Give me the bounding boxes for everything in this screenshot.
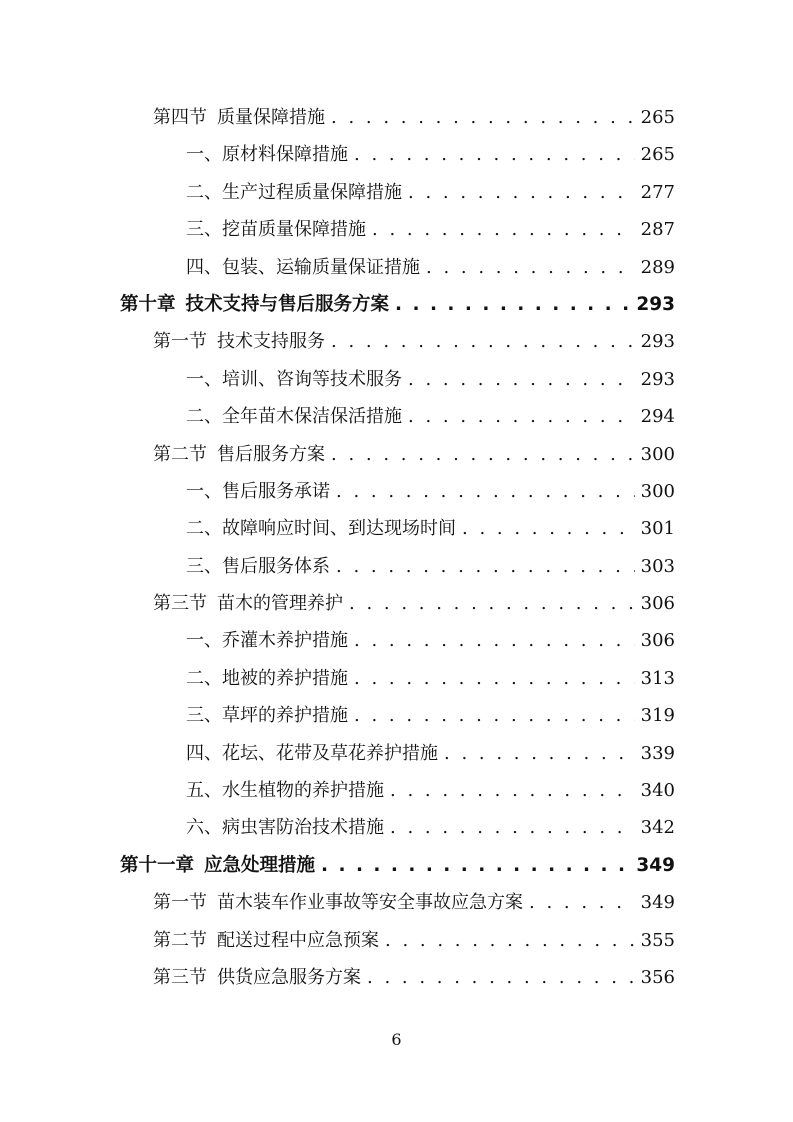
toc-entry-item[interactable]: [120, 510, 675, 547]
dot-leader: [354, 136, 635, 173]
toc-entry-page: 287: [640, 219, 675, 241]
toc-entry-item[interactable]: [120, 398, 675, 435]
toc-entry-item[interactable]: [120, 174, 675, 211]
toc-entry-item[interactable]: [120, 548, 675, 585]
toc-entry-item[interactable]: [120, 622, 675, 659]
toc-entry-number: 一、: [186, 144, 222, 166]
toc-entry-number: 第二节: [153, 443, 207, 465]
toc-entry-page: 349: [636, 854, 675, 876]
dot-leader: [395, 286, 630, 323]
toc-entry-title: 乔灌木养护措施: [222, 630, 348, 652]
dot-leader: [408, 361, 635, 398]
toc-entry-title: 售后服务承诺: [222, 480, 330, 502]
toc-entry-number: 第十一章: [120, 854, 195, 876]
toc-entry-item[interactable]: [120, 136, 675, 173]
toc-entry-page: 306: [640, 630, 675, 652]
toc-entry-title: 草坪的养护措施: [222, 705, 348, 727]
toc-entry-item[interactable]: [120, 249, 675, 286]
toc-entry-item[interactable]: [120, 361, 675, 398]
toc-entry-page: 356: [640, 966, 675, 988]
dot-leader: [354, 697, 635, 734]
toc-entry-title: 技术支持与售后服务方案: [185, 293, 390, 315]
toc-entry-page: 293: [640, 368, 675, 390]
dot-leader: [331, 436, 635, 473]
toc-entry-page: 319: [640, 705, 675, 727]
toc-entry-item[interactable]: [120, 809, 675, 846]
toc-entry-page: 265: [640, 107, 675, 128]
toc-entry-number: 第十章: [120, 293, 176, 315]
toc-entry-section[interactable]: [120, 884, 675, 921]
toc-entry-number: 三、: [186, 555, 222, 577]
toc-entry-chapter[interactable]: [120, 286, 675, 323]
dot-leader: [408, 398, 635, 435]
toc-entry-item[interactable]: [120, 735, 675, 772]
toc-entry-page: 301: [640, 518, 675, 540]
toc-entry-number: 二、: [186, 518, 222, 540]
toc-entry-page: 293: [640, 331, 675, 353]
toc-entry-title: 应急处理措施: [204, 854, 316, 876]
toc-entry-number: 二、: [186, 667, 222, 689]
toc-entry-title: 挖苗质量保障措施: [222, 219, 366, 241]
dot-leader: [331, 99, 635, 136]
toc-entry-title: 配送过程中应急预案: [217, 929, 379, 951]
toc-entry-number: 三、: [186, 705, 222, 727]
toc-entry-number: 四、: [186, 742, 222, 764]
toc-entry-number: 四、: [186, 256, 222, 278]
toc-entry-page: 342: [640, 817, 675, 839]
toc-entry-chapter[interactable]: [120, 847, 675, 884]
toc-entry-title: 原材料保障措施: [222, 144, 348, 166]
table-of-contents: [120, 99, 675, 996]
toc-entry-number: 一、: [186, 630, 222, 652]
dot-leader: [444, 735, 635, 772]
toc-entry-section[interactable]: [120, 585, 675, 622]
dot-leader: [408, 174, 635, 211]
toc-entry-page: 293: [636, 293, 675, 315]
toc-entry-page: 303: [640, 555, 675, 577]
toc-entry-page: 355: [640, 929, 675, 951]
toc-entry-title: 水生植物的养护措施: [222, 780, 384, 802]
toc-entry-item[interactable]: [120, 473, 675, 510]
toc-entry-number: 六、: [186, 817, 222, 839]
dot-leader: [336, 548, 635, 585]
toc-entry-title: 全年苗木保洁保活措施: [222, 406, 402, 428]
toc-entry-page: 294: [640, 406, 675, 428]
toc-entry-title: 病虫害防治技术措施: [222, 817, 384, 839]
toc-entry-section[interactable]: [120, 922, 675, 959]
toc-entry-page: 300: [640, 480, 675, 502]
dot-leader: [390, 809, 635, 846]
toc-entry-number: 第一节: [153, 331, 207, 353]
toc-entry-title: 技术支持服务: [217, 331, 325, 353]
dot-leader: [336, 473, 635, 510]
toc-entry-title: 花坛、花带及草花养护措施: [222, 742, 438, 764]
toc-entry-title: 地被的养护措施: [222, 667, 348, 689]
toc-entry-page: 306: [640, 593, 675, 615]
toc-entry-number: 第四节: [153, 107, 207, 128]
toc-entry-title: 培训、咨询等技术服务: [222, 368, 402, 390]
toc-entry-number: 第三节: [153, 966, 207, 988]
toc-entry-page: 340: [640, 780, 675, 802]
dot-leader: [331, 323, 635, 360]
toc-entry-section[interactable]: [120, 436, 675, 473]
dot-leader: [529, 884, 635, 921]
toc-entry-number: 五、: [186, 780, 222, 802]
toc-entry-page: 339: [640, 742, 675, 764]
toc-entry-item[interactable]: [120, 697, 675, 734]
toc-entry-page: 265: [640, 144, 675, 166]
toc-entry-section[interactable]: [120, 959, 675, 996]
toc-entry-number: 二、: [186, 181, 222, 203]
dot-leader: [354, 660, 635, 697]
dot-leader: [367, 959, 635, 996]
dot-leader: [321, 847, 630, 884]
toc-entry-title: 供货应急服务方案: [217, 966, 361, 988]
toc-entry-number: 三、: [186, 219, 222, 241]
toc-entry-item[interactable]: [120, 772, 675, 809]
toc-entry-title: 生产过程质量保障措施: [222, 181, 402, 203]
toc-entry-number: 一、: [186, 368, 222, 390]
dot-leader: [354, 622, 635, 659]
toc-entry-page: 289: [640, 256, 675, 278]
toc-entry-title: 苗木装车作业事故等安全事故应急方案: [217, 892, 523, 914]
toc-entry-number: 第三节: [153, 593, 207, 615]
toc-entry-section[interactable]: [120, 99, 675, 136]
toc-entry-title: 包装、运输质量保证措施: [222, 256, 420, 278]
dot-leader: [390, 772, 635, 809]
toc-entry-title: 售后服务方案: [217, 443, 325, 465]
toc-entry-page: 349: [640, 892, 675, 914]
toc-entry-number: 第一节: [153, 892, 207, 914]
dot-leader: [462, 510, 635, 547]
toc-entry-title: 质量保障措施: [217, 107, 325, 128]
toc-entry-page: 313: [640, 667, 675, 689]
toc-entry-title: 苗木的管理养护: [217, 593, 343, 615]
toc-entry-item[interactable]: [120, 660, 675, 697]
toc-entry-page: 277: [640, 181, 675, 203]
toc-entry-number: 二、: [186, 406, 222, 428]
dot-leader: [385, 922, 635, 959]
toc-entry-number: 第二节: [153, 929, 207, 951]
dot-leader: [426, 249, 635, 286]
toc-entry-title: 故障响应时间、到达现场时间: [222, 518, 456, 540]
toc-entry-page: 300: [640, 443, 675, 465]
toc-entry-number: 一、: [186, 480, 222, 502]
dot-leader: [349, 585, 635, 622]
page-number: 6: [391, 1030, 402, 1049]
toc-entry-title: 售后服务体系: [222, 555, 330, 577]
toc-entry-section[interactable]: [120, 323, 675, 360]
toc-entry-item[interactable]: [120, 211, 675, 248]
dot-leader: [372, 211, 635, 248]
